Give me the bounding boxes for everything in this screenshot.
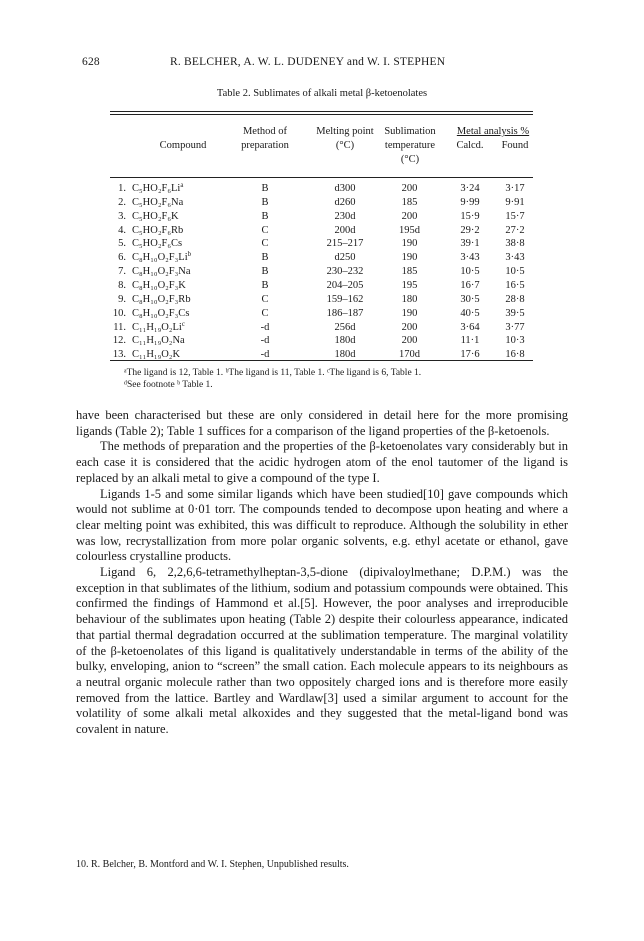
- col-mp-line2: (°C): [335, 140, 355, 151]
- method-cell: -d: [260, 349, 270, 361]
- table-caption: Table 2. Sublimates of alkali metal β-ketoenolates: [216, 88, 428, 99]
- compound-formula: C₅HO₂F₆Li$^a$: [132, 182, 184, 194]
- compound-formula: C₅HO₂F₆Cs: [132, 238, 183, 250]
- table-row: [110, 251, 533, 265]
- melting-point-cell: d300: [334, 183, 356, 194]
- sublimation-temp-cell: 200: [401, 210, 418, 222]
- compound-formula: C₁₁H₁₉O₂K: [132, 349, 181, 361]
- compound-formula: C₈H₁₀O₂F₃Li$^b$: [132, 251, 192, 264]
- found-cell: 38·8: [505, 238, 525, 250]
- method-cell: C: [261, 238, 269, 250]
- sublimation-temp-cell: 190: [401, 252, 418, 264]
- table-row: [110, 321, 533, 335]
- table-row: [110, 265, 533, 279]
- calcd-cell: 16·7: [460, 279, 480, 291]
- row-number: 3.: [118, 210, 126, 222]
- melting-point-cell: 215–217: [326, 238, 364, 250]
- compound-formula: C₅HO₂F₆Rb: [132, 224, 184, 236]
- row-number: 8.: [118, 279, 126, 291]
- melting-point-cell: 159–162: [326, 293, 364, 305]
- found-cell: 3·17: [505, 183, 525, 194]
- col-calcd: Calcd.: [456, 140, 484, 151]
- compound-formula: C₁₁H₁₉O₂Na: [132, 335, 185, 347]
- table-footnote-line2: ᵈSee footnote ᵇ Table 1.: [124, 380, 213, 390]
- table-top-rule-2: [110, 114, 533, 115]
- running-title: R. BELCHER, A. W. L. DUDENEY and W. I. STEPHEN: [170, 56, 446, 68]
- row-number: 4.: [118, 224, 126, 236]
- row-number: 7.: [118, 266, 126, 278]
- footnote-mark: a: [180, 182, 184, 189]
- found-cell: 28·8: [505, 293, 525, 305]
- sublimation-temp-cell: 195d: [399, 224, 420, 236]
- found-cell: 10·5: [505, 266, 525, 278]
- table-top-rule: [110, 111, 533, 112]
- sublimation-temp-cell: 200: [401, 335, 418, 347]
- found-cell: 15·7: [505, 210, 525, 222]
- calcd-cell: 3·43: [460, 252, 480, 264]
- col-method-line2: preparation: [241, 140, 289, 151]
- table-row: [110, 237, 533, 251]
- reference-10: 10. R. Belcher, B. Montford and W. I. Stephen, Unpublished results.: [76, 859, 349, 870]
- sublimation-temp-cell: 190: [401, 238, 418, 250]
- calcd-cell: 17·6: [460, 349, 480, 361]
- compound-formula: C₅HO₂F₆Na: [132, 196, 184, 208]
- col-mp-line1: Melting point: [316, 126, 374, 137]
- method-cell: -d: [260, 335, 270, 347]
- col-sub-line2: temperature: [384, 140, 436, 151]
- row-number: 12.: [112, 335, 126, 347]
- method-cell: B: [261, 196, 269, 208]
- col-found: Found: [501, 140, 529, 151]
- footnote-mark: c: [181, 320, 185, 328]
- melting-point-cell: 230d: [334, 210, 356, 222]
- melting-point-cell: 204–205: [326, 279, 364, 291]
- row-number: 2.: [118, 196, 126, 208]
- melting-point-cell: d250: [334, 252, 356, 264]
- compound-formula: C₅HO₂F₆K: [132, 210, 179, 222]
- calcd-cell: 3·24: [460, 183, 480, 194]
- table-footnote-line1: ᵃThe ligand is 12, Table 1. ᵇThe ligand is 11, Table 1. ᶜThe ligand is 6, Table 1.: [124, 368, 422, 378]
- method-cell: C: [261, 224, 269, 236]
- row-number: 10.: [112, 307, 126, 319]
- sublimation-temp-cell: 195: [401, 279, 418, 291]
- found-cell: 9·91: [505, 196, 525, 208]
- table-row: [110, 196, 533, 210]
- row-number: 11.: [113, 321, 126, 333]
- table-row: [110, 307, 533, 321]
- sublimation-temp-cell: 200: [401, 183, 418, 194]
- col-sub-line1: Sublimation: [384, 126, 436, 137]
- melting-point-cell: 180d: [334, 349, 356, 361]
- table-row: [110, 224, 533, 238]
- paragraph-2: The methods of preparation and the properties of the β-ketoenolates vary considerably but in each case it is considered that the acidic hydrogen atom of the enol tautomer of the ligand is replaced by an alkali metal to give a compound of the type I.: [76, 439, 568, 485]
- paragraph-3: Ligands 1-5 and some similar ligands which have been studied[10] gave compounds which would not sublime at 0·01 torr. The compounds tended to decompose upon heating and where a clear melting point was exhibited, this was difficult to reproduce. Although the solubility in ether was low, recrystallization from more polar organic solvents, e.g. ethyl acetate or ethanol, gave colourless crystalline products.: [76, 486, 568, 564]
- calcd-cell: 29·2: [460, 224, 480, 236]
- melting-point-cell: d260: [334, 196, 356, 208]
- paragraph-4: Ligand 6, 2,2,6,6-tetramethylheptan-3,5-dione (dipivaloylmethane; D.P.M.) was the exception in that sublimates of the lithium, sodium and potassium compounds were obtained. This confirmed the findings of Hammond et al.[5]. However, the poor analyses and irreproducible behaviour of the sublimates upon heating (Table 2) despite their colourless appearance, indicated that partial thermal degradation occurred at the sublimation temperature. The marginal volatility of the β-ketoenolates of this ligand is qualitatively understandable in terms of the ability of the bulky, enveloping, anion to “screen” the small cation. Each molecule appears to its neighbours as a neutral organic molecule rather than two oppositely charged ions and is therefore more easily removed from the lattice. Bartley and Wardlaw[3] used a similar argument to account for the volatility of some alkali metal alkoxides and they suggested that the metal-ligand bond was covalent in nature.: [76, 565, 568, 737]
- melting-point-cell: 200d: [334, 224, 356, 236]
- calcd-cell: 40·5: [460, 307, 480, 319]
- row-number: 9.: [118, 293, 126, 305]
- sublimation-temp-cell: 190: [401, 307, 418, 319]
- row-number: 6.: [118, 252, 126, 264]
- melting-point-cell: 230–232: [326, 266, 364, 278]
- calcd-cell: 11·1: [460, 335, 480, 347]
- page-number: 628: [82, 56, 100, 68]
- found-cell: 3·77: [505, 321, 525, 333]
- melting-point-cell: 186–187: [326, 307, 364, 319]
- table-footnotes: [124, 367, 544, 391]
- footnote-mark: b: [187, 251, 192, 259]
- found-cell: 39·5: [505, 307, 525, 319]
- found-cell: 3·43: [505, 252, 525, 264]
- calcd-cell: 30·5: [460, 293, 480, 305]
- table-row: [110, 279, 533, 293]
- method-cell: B: [261, 266, 269, 278]
- table-header-rule: [110, 177, 533, 178]
- calcd-cell: 10·5: [460, 266, 480, 278]
- calcd-cell: 39·1: [460, 238, 480, 250]
- col-sub-line3: (°C): [400, 154, 420, 165]
- method-cell: B: [261, 210, 269, 222]
- calcd-cell: 9·99: [460, 196, 480, 208]
- method-cell: B: [261, 252, 269, 264]
- col-compound: Compound: [159, 140, 207, 151]
- row-number: 5.: [118, 238, 126, 250]
- table-row: [110, 293, 533, 307]
- table-row: [110, 210, 533, 224]
- compound-formula: C₁₁H₁₉O₂Li$^c$: [132, 320, 185, 333]
- melting-point-cell: 256d: [334, 321, 356, 333]
- found-cell: 10·3: [505, 335, 525, 347]
- table-bottom-rule: [110, 360, 533, 361]
- method-cell: -d: [260, 321, 270, 333]
- body-text: [76, 408, 568, 738]
- compound-formula: C₈H₁₀O₂F₃Na: [132, 266, 191, 278]
- calcd-cell: 15·9: [460, 210, 480, 222]
- paragraph-1: have been characterised but these are only considered in detail here for the more promising ligands (Table 2); Table 1 suffices for a comparison of the ligand properties of the β-ketoenols.: [76, 408, 568, 438]
- row-number: 1.: [118, 183, 126, 194]
- method-cell: C: [261, 293, 269, 305]
- table-row: [110, 334, 533, 348]
- melting-point-cell: 180d: [334, 335, 356, 347]
- calcd-cell: 3·64: [460, 321, 480, 333]
- method-cell: B: [261, 279, 269, 291]
- table-row: [110, 182, 533, 196]
- col-metal-analysis: Metal analysis %: [456, 126, 530, 137]
- compound-formula: C₈H₁₀O₂F₃K: [132, 279, 186, 291]
- sublimation-temp-cell: 185: [401, 266, 418, 278]
- found-cell: 16·5: [505, 279, 525, 291]
- sublimation-temp-cell: 170d: [399, 349, 420, 361]
- sublimation-temp-cell: 185: [401, 196, 418, 208]
- sublimation-temp-cell: 200: [401, 321, 418, 333]
- method-cell: C: [261, 307, 269, 319]
- found-cell: 16·8: [505, 349, 525, 361]
- method-cell: B: [261, 183, 269, 194]
- compound-formula: C₈H₁₀O₂F₃Rb: [132, 293, 191, 305]
- found-cell: 27·2: [505, 224, 525, 236]
- compound-formula: C₈H₁₀O₂F₃Cs: [132, 307, 190, 319]
- sublimation-temp-cell: 180: [401, 293, 418, 305]
- row-number: 13.: [112, 349, 126, 361]
- col-method-line1: Method of: [242, 126, 288, 137]
